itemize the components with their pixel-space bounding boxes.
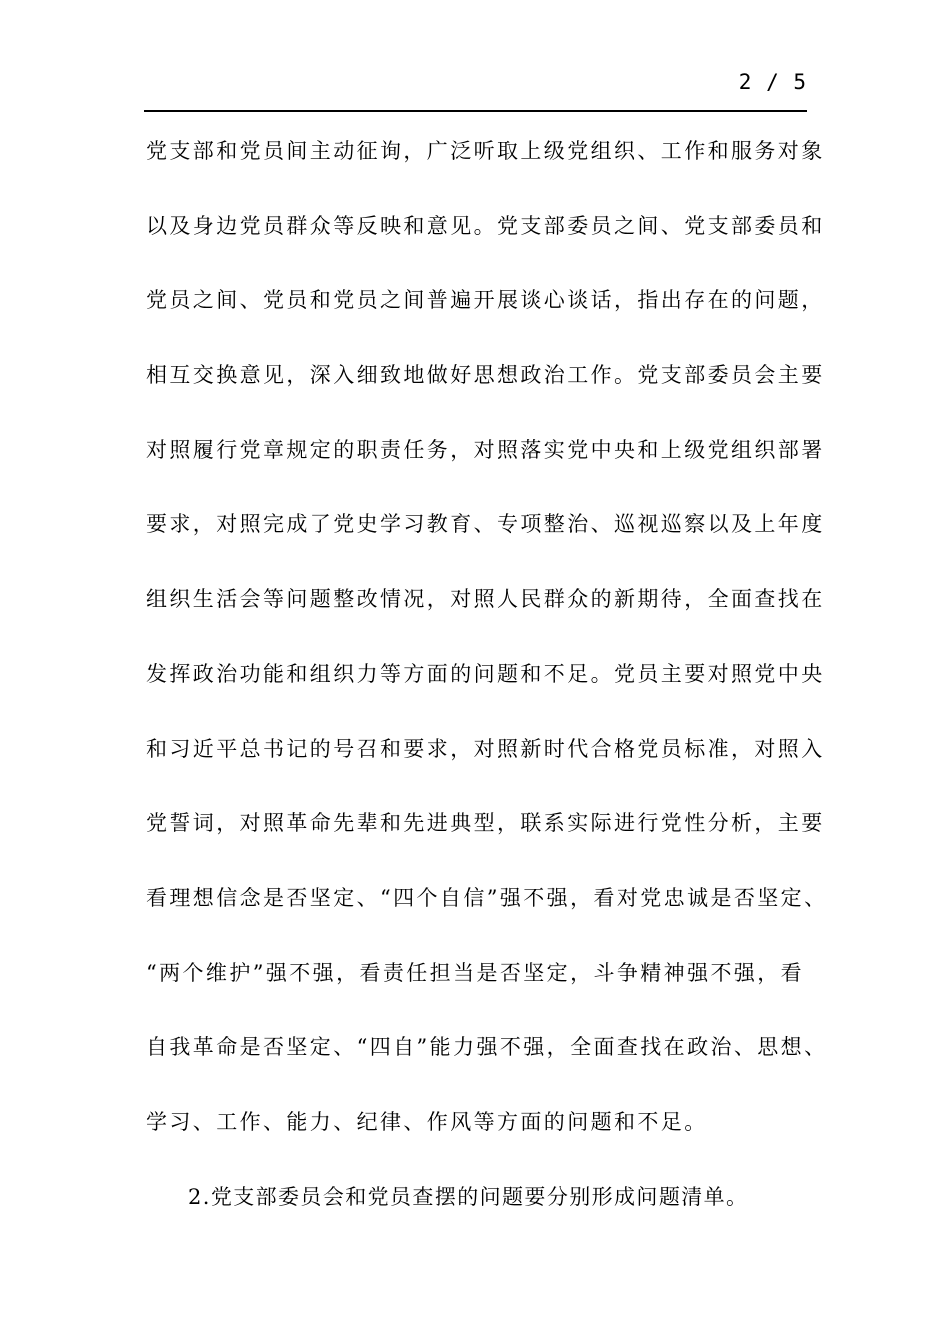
text-line: 对照履行党章规定的职责任务，对照落实党中央和上级党组织部署 (146, 437, 825, 462)
text-line: 看理想信念是否坚定、“四个自信”强不强，看对党忠诚是否坚定、 (146, 885, 828, 910)
text-line: 组织生活会等问题整改情况，对照人民群众的新期待，全面查找在 (146, 587, 825, 612)
text-line: 和习近平总书记的号召和要求，对照新时代合格党员标准，对照入 (146, 736, 825, 761)
text-line: 学习、工作、能力、纪律、作风等方面的问题和不足。 (146, 1109, 708, 1134)
header-rule (144, 110, 807, 112)
text-line: 相互交换意见，深入细致地做好思想政治工作。党支部委员会主要 (146, 363, 825, 388)
text-line: 以及身边党员群众等反映和意见。党支部委员之间、党支部委员和 (146, 213, 825, 238)
text-line: 党员之间、党员和党员之间普遍开展谈心谈话，指出存在的问题， (146, 288, 825, 313)
text-line: 要求，对照完成了党史学习教育、专项整治、巡视巡察以及上年度 (146, 512, 825, 537)
document-body (146, 114, 826, 1234)
text-line: 发挥政治功能和组织力等方面的问题和不足。党员主要对照党中央 (146, 661, 825, 686)
numbered-item-2: 2.党支部委员会和党员查摆的问题要分别形成问题清单。 (188, 1184, 749, 1209)
text-line: 党誓词，对照革命先辈和先进典型，联系实际进行党性分析，主要 (146, 811, 825, 836)
page-number: 2 / 5 (738, 70, 807, 94)
text-line: 自我革命是否坚定、“四自”能力强不强，全面查找在政治、思想、 (146, 1035, 828, 1060)
text-line: 党支部和党员间主动征询，广泛听取上级党组织、工作和服务对象 (146, 139, 825, 163)
text-line: “两个维护”强不强，看责任担当是否坚定，斗争精神强不强，看 (146, 960, 805, 985)
